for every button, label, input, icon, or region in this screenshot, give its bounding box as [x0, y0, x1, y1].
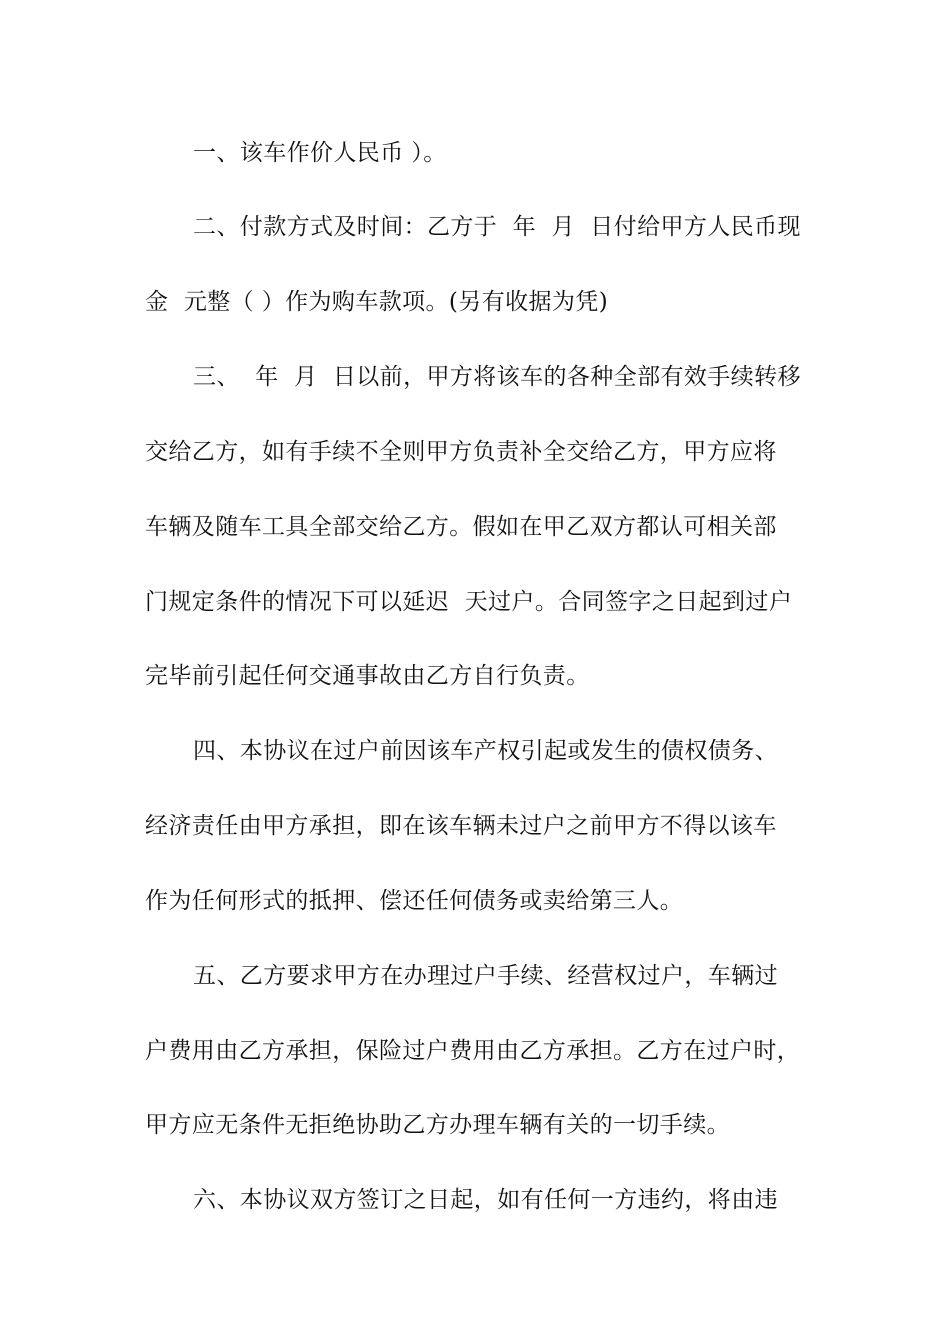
clause-4-line-2: 经济责任由甲方承担，即在该车辆未过户之前甲方不得以该车: [145, 813, 777, 839]
clause-3-line-3: 车辆及随车工具全部交给乙方。假如在甲乙双方都认可相关部: [145, 514, 777, 540]
clause-5-line-3: 甲方应无条件无拒绝协助乙方办理车辆有关的一切手续。: [145, 1112, 730, 1138]
clause-3-line-2: 交给乙方，如有手续不全则甲方负责补全交给乙方，甲方应将: [145, 439, 777, 465]
clause-5-line-1: 五、乙方要求甲方在办理过户手续、经营权过户，车辆过: [193, 963, 778, 989]
clause-2-line-1: 二、付款方式及时间：乙方于 年 月 日付给甲方人民币现: [193, 214, 801, 240]
clause-1-line-1: 一、该车作价人民币 ）。: [193, 140, 447, 166]
clause-2-line-2: 金 元整（ ）作为购车款项。(另有收据为凭): [145, 289, 609, 315]
clause-3-line-4: 门规定条件的情况下可以延迟 天过户。合同签字之日起到过户: [145, 589, 793, 615]
clause-6-line-1: 六、本协议双方签订之日起，如有任何一方违约，将由违: [193, 1187, 778, 1213]
clause-3-line-1: 三、 年 月 日以前，甲方将该车的各种全部有效手续转移: [193, 364, 801, 390]
clause-5-line-2: 户费用由乙方承担，保险过户费用由乙方承担。乙方在过户时，: [145, 1038, 801, 1064]
clause-4-line-3: 作为任何形式的抵押、偿还任何债务或卖给第三人。: [145, 888, 684, 914]
clause-3-line-5: 完毕前引起任何交通事故由乙方自行负责。: [145, 663, 590, 689]
clause-4-line-1: 四、本协议在过户前因该车产权引起或发生的债权债务、: [193, 738, 778, 764]
